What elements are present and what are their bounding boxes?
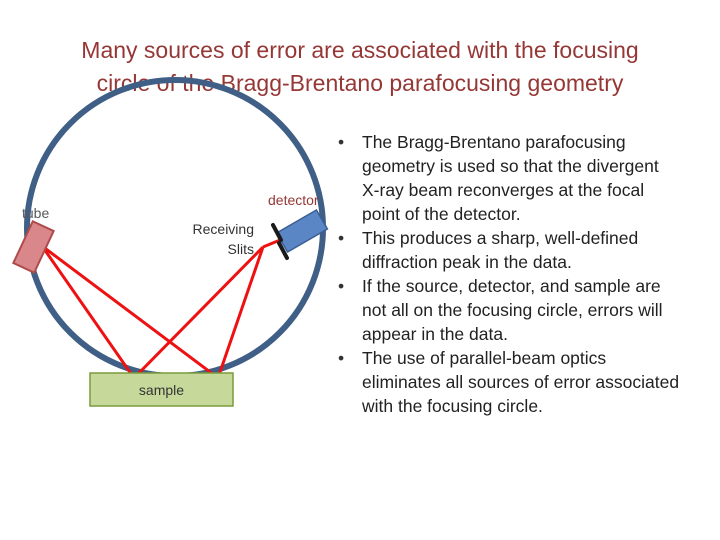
beam-path-left bbox=[42, 246, 263, 378]
xray-tube bbox=[13, 221, 53, 272]
receiving-slits-label-line-1: Receiving bbox=[192, 221, 254, 237]
tube-label: tube bbox=[22, 205, 50, 221]
bullet-item: • The Bragg-Brentano parafocusing geometry is used so that the divergent X-ray beam reconverges at the focal point of the detector. bbox=[335, 130, 680, 226]
sample-label: sample bbox=[138, 382, 185, 398]
bullet-item: • The use of parallel-beam optics eliminates all sources of error associated with the focusing circle. bbox=[335, 346, 680, 418]
bullet-item: • If the source, detector, and sample are not all on the focusing circle, errors will appear in the data. bbox=[335, 274, 680, 346]
title-line-1: Many sources of error are associated with the focusing bbox=[81, 37, 639, 63]
bullet-list bbox=[335, 130, 680, 418]
bullet-item: • This produces a sharp, well-defined diffraction peak in the data. bbox=[335, 226, 680, 274]
receiving-slits-label bbox=[160, 221, 254, 258]
title-line-2: circle of the Bragg-Brentano parafocusing geometry bbox=[96, 70, 624, 96]
detector-label: detector bbox=[268, 192, 319, 208]
receiving-slits-label-line-2: Slits bbox=[227, 241, 254, 257]
